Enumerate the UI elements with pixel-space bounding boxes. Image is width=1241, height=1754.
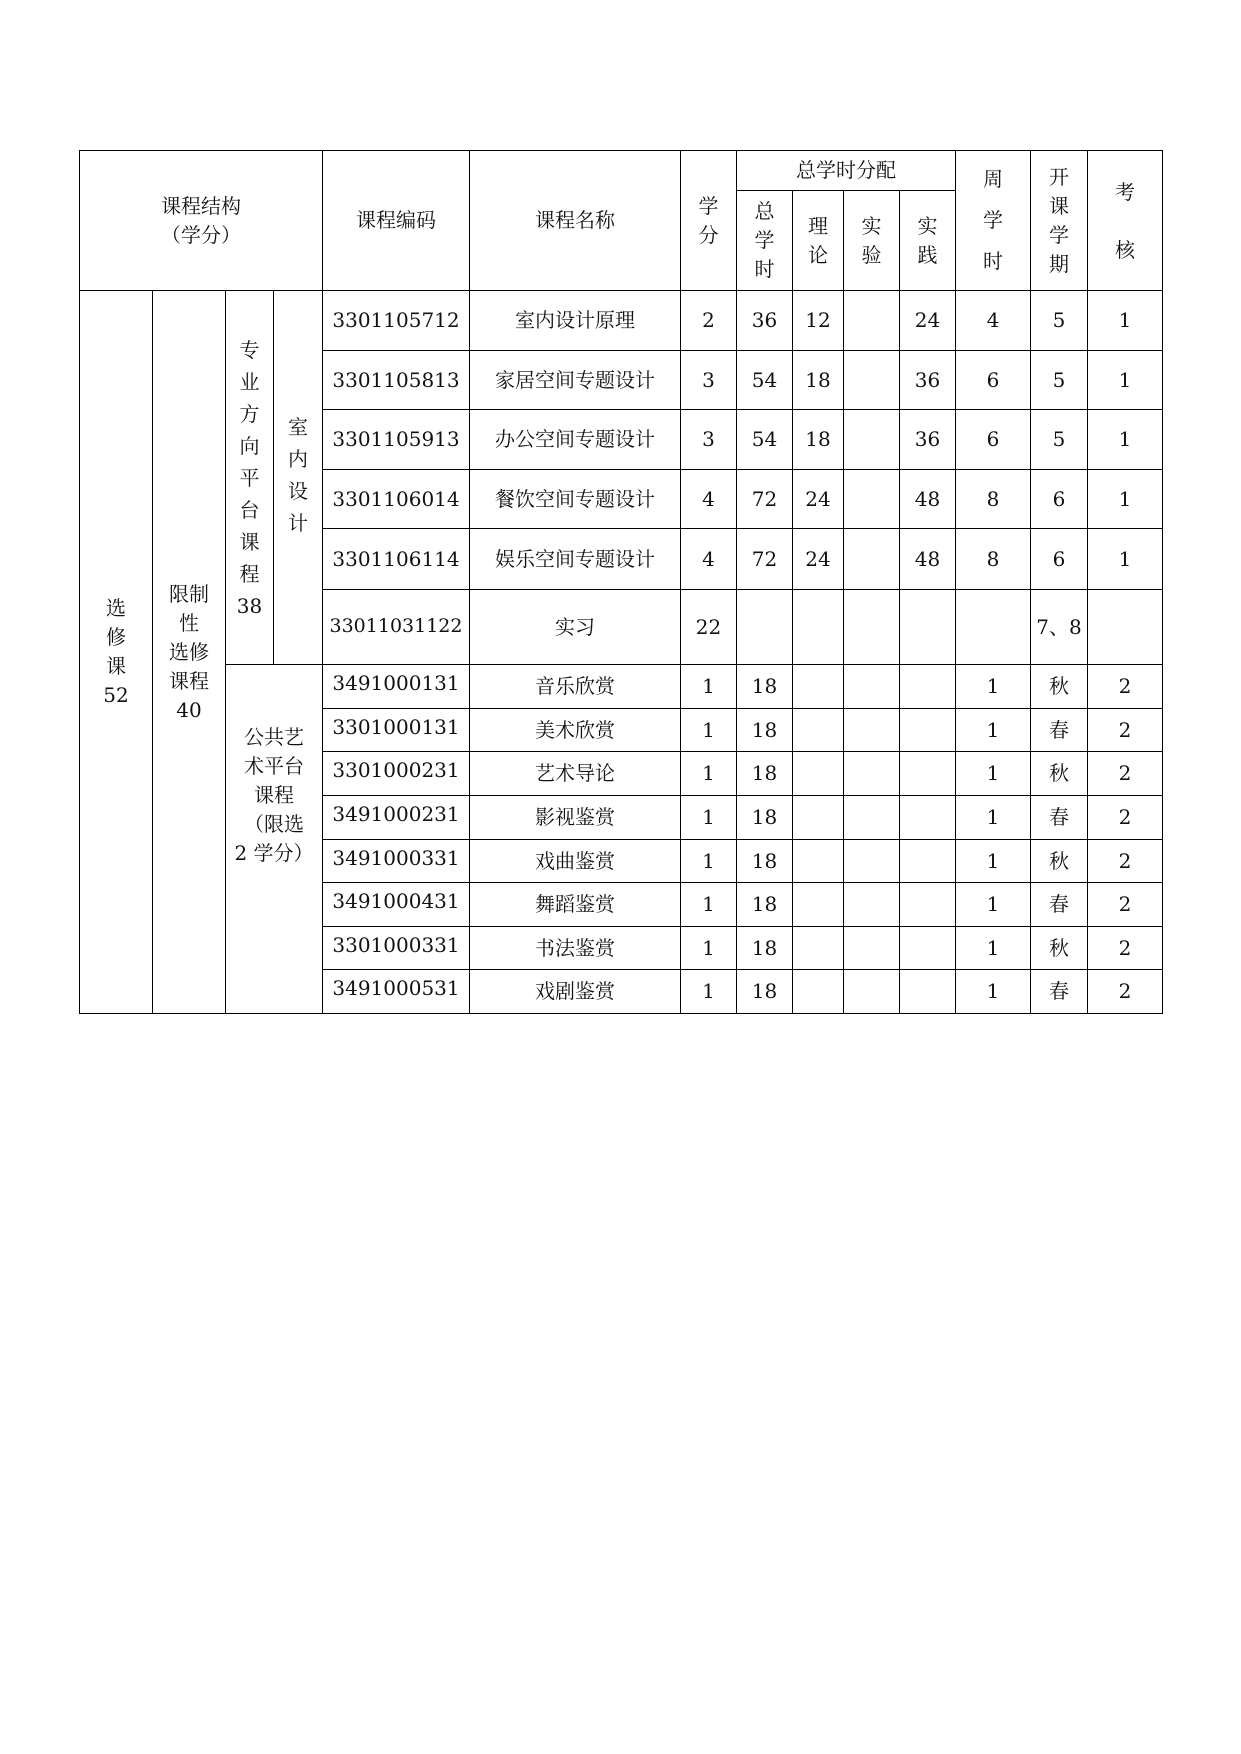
cell-experiment [844, 590, 900, 665]
group-public-art-line: 公共艺 [244, 725, 304, 749]
cell-weekly: 1 [956, 796, 1031, 840]
group-restricted-line: 40 [176, 697, 202, 722]
group-interior-design-line: 计 [288, 511, 308, 535]
cell-name: 实习 [470, 590, 681, 665]
cell-total: 18 [737, 840, 793, 883]
cell-theory [793, 970, 844, 1014]
cell-total: 54 [737, 351, 793, 410]
cell-experiment [844, 796, 900, 840]
cell-exam: 1 [1088, 351, 1163, 410]
cell-practice: 48 [900, 470, 956, 529]
cell-weekly: 1 [956, 709, 1031, 752]
cell-total: 18 [737, 970, 793, 1014]
cell-credit: 1 [681, 840, 737, 883]
cell-code: 3491000231 [323, 796, 470, 840]
header-total-hours [737, 191, 793, 291]
group-major-platform-line: 方 [239, 401, 260, 426]
cell-credit: 4 [681, 470, 737, 529]
group-major-platform-line: 台 [239, 497, 260, 522]
header-practice-char: 实 [917, 213, 938, 238]
group-public-art-line: 术平台 [244, 754, 304, 778]
cell-theory: 24 [793, 470, 844, 529]
header-total-hours-char: 时 [754, 257, 775, 281]
cell-practice [900, 709, 956, 752]
cell-experiment [844, 291, 900, 351]
cell-experiment [844, 470, 900, 529]
header-total-hours-char: 学 [754, 228, 775, 252]
cell-practice [900, 590, 956, 665]
cell-exam: 2 [1088, 840, 1163, 883]
cell-name: 娱乐空间专题设计 [470, 529, 681, 590]
cell-code: 3301000131 [323, 709, 470, 752]
cell-credit: 1 [681, 883, 737, 927]
table-row [80, 291, 1163, 351]
header-practice-char: 践 [917, 242, 938, 267]
cell-weekly: 8 [956, 529, 1031, 590]
header-theory-char: 理 [808, 213, 828, 238]
group-restricted [153, 291, 226, 1014]
group-public-art-line: 2 学分） [234, 841, 314, 865]
cell-credit: 3 [681, 351, 737, 410]
cell-experiment [844, 752, 900, 796]
group-elective-line: 修 [106, 625, 126, 649]
header-credit [681, 151, 737, 291]
group-major-platform-line: 平 [239, 465, 260, 490]
cell-name: 舞蹈鉴赏 [470, 883, 681, 927]
cell-name: 餐饮空间专题设计 [470, 470, 681, 529]
cell-weekly: 4 [956, 291, 1031, 351]
cell-theory [793, 840, 844, 883]
cell-experiment [844, 529, 900, 590]
cell-theory [793, 590, 844, 665]
group-elective-line: 52 [103, 683, 129, 707]
group-major-platform-line: 向 [239, 433, 260, 458]
cell-practice [900, 840, 956, 883]
cell-code: 3491000331 [323, 840, 470, 883]
cell-semester: 秋 [1031, 840, 1088, 883]
cell-theory [793, 709, 844, 752]
header-exam [1088, 151, 1163, 291]
group-elective [80, 291, 153, 1014]
cell-total: 54 [737, 410, 793, 470]
cell-experiment [844, 709, 900, 752]
cell-exam: 1 [1088, 410, 1163, 470]
cell-code: 3301105813 [323, 351, 470, 410]
group-restricted-line: 性 [179, 610, 199, 635]
cell-weekly: 1 [956, 665, 1031, 709]
group-major-platform-line: 业 [239, 369, 260, 394]
cell-credit: 1 [681, 796, 737, 840]
cell-name: 影视鉴赏 [470, 796, 681, 840]
cell-experiment [844, 840, 900, 883]
cell-code: 33011031122 [323, 590, 470, 665]
group-public-art [226, 665, 323, 1014]
cell-semester: 6 [1031, 470, 1088, 529]
cell-total: 18 [737, 796, 793, 840]
header-exam-char: 核 [1115, 237, 1135, 262]
cell-credit: 1 [681, 752, 737, 796]
cell-credit: 1 [681, 709, 737, 752]
cell-name: 艺术导论 [470, 752, 681, 796]
cell-credit: 1 [681, 970, 737, 1014]
cell-exam [1088, 590, 1163, 665]
header-structure-line1: 课程结构 [161, 193, 241, 218]
cell-code: 3491000431 [323, 883, 470, 927]
cell-name: 书法鉴赏 [470, 927, 681, 970]
cell-practice: 24 [900, 291, 956, 351]
cell-experiment [844, 883, 900, 927]
cell-total: 72 [737, 470, 793, 529]
cell-theory [793, 665, 844, 709]
cell-experiment [844, 351, 900, 410]
cell-exam: 2 [1088, 665, 1163, 709]
curriculum-table [79, 150, 1163, 1014]
cell-total [737, 590, 793, 665]
cell-weekly: 1 [956, 970, 1031, 1014]
cell-semester: 6 [1031, 529, 1088, 590]
cell-weekly: 8 [956, 470, 1031, 529]
cell-name: 家居空间专题设计 [470, 351, 681, 410]
cell-semester: 秋 [1031, 752, 1088, 796]
header-semester-char: 开 [1049, 164, 1069, 189]
header-structure-line2: （学分） [161, 222, 241, 247]
cell-weekly: 6 [956, 351, 1031, 410]
group-restricted-line: 课程 [169, 668, 209, 693]
group-elective-line: 选 [106, 596, 126, 620]
cell-exam: 2 [1088, 752, 1163, 796]
header-weekly [956, 151, 1031, 291]
cell-theory [793, 796, 844, 840]
cell-practice [900, 796, 956, 840]
header-semester [1031, 151, 1088, 291]
header-semester-char: 学 [1049, 222, 1069, 247]
cell-semester: 5 [1031, 291, 1088, 351]
cell-practice [900, 752, 956, 796]
cell-semester: 5 [1031, 410, 1088, 470]
cell-exam: 1 [1088, 291, 1163, 351]
cell-experiment [844, 927, 900, 970]
cell-exam: 1 [1088, 470, 1163, 529]
header-experiment [844, 191, 900, 291]
cell-practice [900, 665, 956, 709]
group-major-platform-line: 专 [239, 337, 260, 362]
cell-weekly: 1 [956, 883, 1031, 927]
cell-name: 戏剧鉴赏 [470, 970, 681, 1014]
cell-total: 18 [737, 709, 793, 752]
header-hours-group: 总学时分配 [737, 151, 956, 191]
cell-practice: 36 [900, 351, 956, 410]
cell-code: 3301105913 [323, 410, 470, 470]
group-major-platform-line: 38 [236, 593, 263, 618]
cell-name: 戏曲鉴赏 [470, 840, 681, 883]
cell-total: 18 [737, 665, 793, 709]
header-theory [793, 191, 844, 291]
cell-theory: 12 [793, 291, 844, 351]
cell-code: 3301105712 [323, 291, 470, 351]
cell-name: 美术欣赏 [470, 709, 681, 752]
cell-semester: 7、8 [1031, 590, 1088, 665]
cell-credit: 3 [681, 410, 737, 470]
cell-credit: 1 [681, 927, 737, 970]
cell-experiment [844, 410, 900, 470]
group-major-platform-line: 程 [239, 561, 260, 586]
cell-code: 3301000331 [323, 927, 470, 970]
cell-code: 3301106114 [323, 529, 470, 590]
cell-name: 室内设计原理 [470, 291, 681, 351]
cell-total: 18 [737, 883, 793, 927]
cell-practice [900, 927, 956, 970]
cell-credit: 22 [681, 590, 737, 665]
group-major-platform [226, 291, 274, 665]
cell-theory: 18 [793, 351, 844, 410]
cell-practice [900, 883, 956, 927]
cell-weekly [956, 590, 1031, 665]
cell-theory: 24 [793, 529, 844, 590]
cell-exam: 2 [1088, 796, 1163, 840]
header-experiment-char: 验 [861, 242, 882, 267]
cell-practice: 36 [900, 410, 956, 470]
cell-practice [900, 970, 956, 1014]
cell-credit: 1 [681, 665, 737, 709]
cell-code: 3491000131 [323, 665, 470, 709]
cell-credit: 2 [681, 291, 737, 351]
header-credit-char: 学 [698, 193, 719, 218]
cell-semester: 春 [1031, 709, 1088, 752]
group-interior-design [274, 291, 323, 665]
header-experiment-char: 实 [861, 213, 882, 238]
header-practice [900, 191, 956, 291]
header-exam-char: 考 [1115, 179, 1135, 204]
group-interior-design-line: 设 [288, 479, 308, 503]
cell-credit: 4 [681, 529, 737, 590]
header-theory-char: 论 [808, 242, 828, 267]
cell-semester: 春 [1031, 970, 1088, 1014]
cell-semester: 5 [1031, 351, 1088, 410]
group-interior-design-line: 内 [288, 447, 308, 471]
cell-experiment [844, 970, 900, 1014]
cell-total: 18 [737, 927, 793, 970]
cell-exam: 2 [1088, 883, 1163, 927]
cell-semester: 秋 [1031, 665, 1088, 709]
cell-name: 音乐欣赏 [470, 665, 681, 709]
cell-code: 3491000531 [323, 970, 470, 1014]
cell-total: 36 [737, 291, 793, 351]
cell-theory [793, 927, 844, 970]
header-total-hours-char: 总 [754, 199, 775, 223]
cell-semester: 秋 [1031, 927, 1088, 970]
header-code: 课程编码 [323, 151, 470, 291]
cell-theory [793, 752, 844, 796]
header-row-1 [80, 151, 1163, 191]
cell-practice: 48 [900, 529, 956, 590]
cell-experiment [844, 665, 900, 709]
header-credit-char: 分 [698, 222, 719, 247]
group-major-platform-line: 课 [239, 529, 260, 554]
cell-weekly: 6 [956, 410, 1031, 470]
header-semester-char: 期 [1049, 251, 1069, 276]
cell-name: 办公空间专题设计 [470, 410, 681, 470]
cell-total: 18 [737, 752, 793, 796]
cell-exam: 2 [1088, 709, 1163, 752]
header-structure [80, 151, 323, 291]
group-public-art-line: （限选 [244, 812, 304, 836]
cell-weekly: 1 [956, 840, 1031, 883]
cell-theory: 18 [793, 410, 844, 470]
group-public-art-line: 课程 [254, 783, 294, 807]
cell-weekly: 1 [956, 752, 1031, 796]
cell-weekly: 1 [956, 927, 1031, 970]
cell-theory [793, 883, 844, 927]
cell-code: 3301000231 [323, 752, 470, 796]
header-name: 课程名称 [470, 151, 681, 291]
header-weekly-char: 时 [983, 249, 1003, 273]
group-interior-design-line: 室 [288, 415, 308, 439]
cell-total: 72 [737, 529, 793, 590]
cell-code: 3301106014 [323, 470, 470, 529]
header-weekly-char: 周 [983, 167, 1003, 191]
cell-semester: 春 [1031, 796, 1088, 840]
group-restricted-line: 限制 [169, 581, 209, 606]
header-weekly-char: 学 [983, 208, 1003, 232]
group-elective-line: 课 [106, 654, 126, 678]
cell-exam: 2 [1088, 927, 1163, 970]
cell-exam: 2 [1088, 970, 1163, 1014]
group-restricted-line: 选修 [169, 639, 209, 664]
table-row [80, 665, 1163, 709]
cell-semester: 春 [1031, 883, 1088, 927]
cell-exam: 1 [1088, 529, 1163, 590]
header-semester-char: 课 [1049, 193, 1069, 218]
